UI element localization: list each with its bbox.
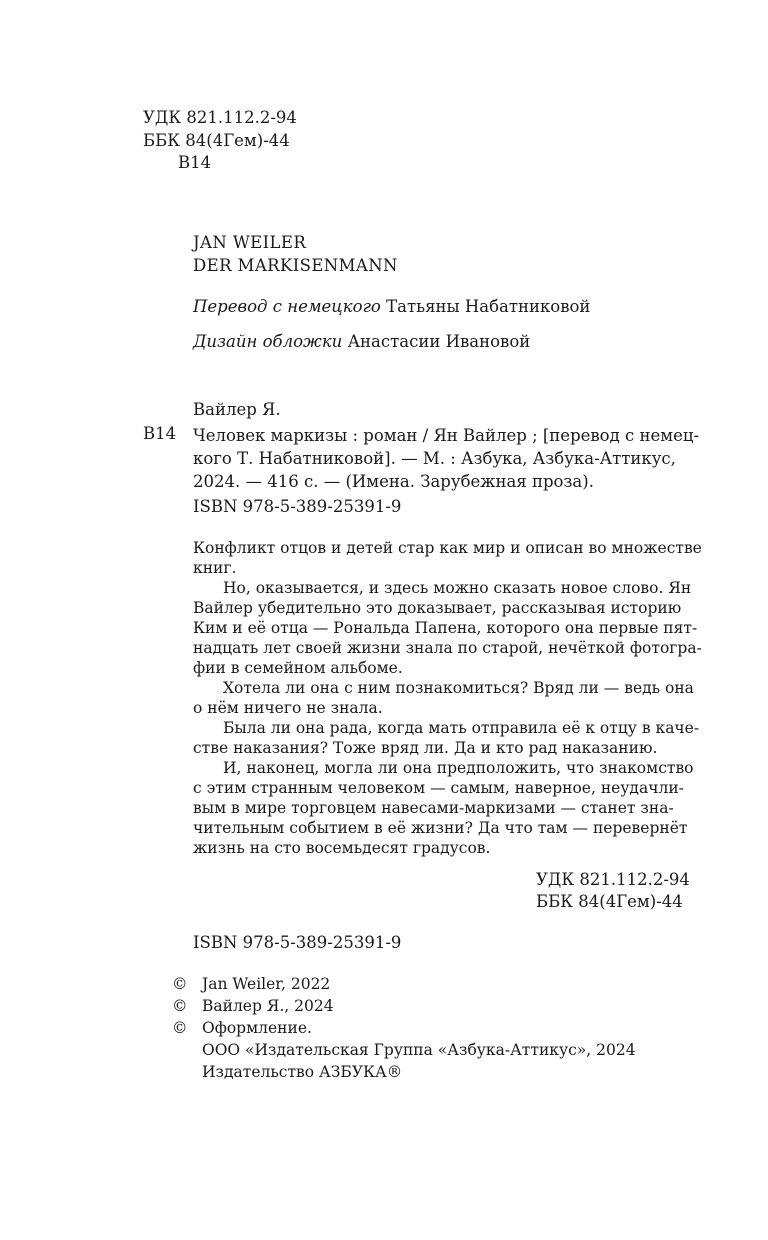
design-role: Дизайн обложки bbox=[193, 332, 343, 351]
copyright-text: Оформление. bbox=[202, 1019, 312, 1037]
right-bbk-code: ББК 84(4Гем)-44 bbox=[536, 892, 683, 911]
annotation-line: стве наказания? Тоже вряд ли. Да и кто рад наказанию. bbox=[193, 739, 658, 757]
translation-role: Перевод с немецкого bbox=[193, 297, 381, 316]
annotation bbox=[193, 538, 702, 858]
annotation-line: Была ли она рада, когда мать отправила её к отцу в каче- bbox=[223, 719, 700, 737]
annotation-paragraph bbox=[193, 758, 694, 858]
catalog-line: 2024. — 416 с. — (Имена. Зарубежная проза). bbox=[193, 472, 594, 491]
copyright-text: Вайлер Я., 2024 bbox=[202, 997, 334, 1015]
author-mark: В14 bbox=[178, 153, 212, 172]
annotation-paragraph bbox=[193, 718, 700, 758]
copyright-symbol: © bbox=[172, 975, 188, 993]
udk-code: УДК 821.112.2-94 bbox=[143, 108, 297, 127]
copyright-symbol: © bbox=[172, 1019, 188, 1037]
publisher-line: Издательство АЗБУКА® bbox=[202, 1063, 403, 1081]
annotation-line: Вайлер убедительно это доказывает, рассказывая историю bbox=[193, 599, 682, 617]
original-title: DER MARKISENMANN bbox=[193, 256, 398, 275]
translation-credit bbox=[193, 297, 590, 317]
copyright-symbol: © bbox=[172, 997, 188, 1015]
annotation-line: книг. bbox=[193, 559, 237, 577]
bbk-code: ББК 84(4Гем)-44 bbox=[143, 131, 290, 150]
annotation-line: о нём ничего не знала. bbox=[193, 699, 383, 717]
translation-name: Татьяны Набатниковой bbox=[386, 297, 591, 316]
annotation-line: Но, оказывается, и здесь можно сказать новое слово. Ян bbox=[223, 579, 692, 597]
catalog-line: кого Т. Набатниковой]. — М. : Азбука, Азбука-Аттикус, bbox=[193, 449, 676, 468]
catalog-author-heading: Вайлер Я. bbox=[193, 400, 281, 419]
catalog-mark: В14 bbox=[143, 424, 177, 443]
right-udk-code: УДК 821.112.2-94 bbox=[536, 870, 690, 889]
catalog-isbn: ISBN 978-5-389-25391-9 bbox=[193, 497, 402, 516]
publisher-line: ООО «Издательская Группа «Азбука-Аттикус», 2024 bbox=[202, 1041, 636, 1059]
original-author: JAN WEILER bbox=[193, 233, 307, 252]
design-credit bbox=[193, 332, 530, 352]
annotation-line: Хотела ли она с ним познакомиться? Вряд ли — ведь она bbox=[223, 679, 694, 697]
design-name: Анастасии Ивановой bbox=[347, 332, 531, 351]
annotation-line: Конфликт отцов и детей стар как мир и описан во множестве bbox=[193, 539, 702, 557]
copyright-text: Jan Weiler, 2022 bbox=[202, 975, 331, 993]
annotation-line: жизнь на сто восемьдесят градусов. bbox=[193, 839, 491, 857]
annotation-line: чительным событием в её жизни? Да что там — перевернёт bbox=[193, 819, 688, 837]
annotation-line: надцать лет своей жизни знала по старой, нечёткой фотогра- bbox=[193, 639, 702, 657]
annotation-line: с этим странным человеком — самым, наверное, неудачли- bbox=[193, 779, 684, 797]
annotation-line: И, наконец, могла ли она предположить, что знакомство bbox=[223, 759, 694, 777]
catalog-description bbox=[193, 424, 700, 493]
annotation-line: фии в семейном альбоме. bbox=[193, 659, 403, 677]
annotation-paragraph bbox=[193, 578, 702, 678]
annotation-line: вым в мире торговцем навесами-маркизами — станет зна- bbox=[193, 799, 674, 817]
annotation-paragraph bbox=[193, 678, 694, 718]
catalog-line: Человек маркизы : роман / Ян Вайлер ; [перевод с немец- bbox=[193, 426, 700, 445]
annotation-paragraph bbox=[193, 538, 702, 578]
bottom-isbn: ISBN 978-5-389-25391-9 bbox=[193, 933, 402, 952]
annotation-line: Ким и её отца — Рональда Папена, которого она первые пят- bbox=[193, 619, 698, 637]
